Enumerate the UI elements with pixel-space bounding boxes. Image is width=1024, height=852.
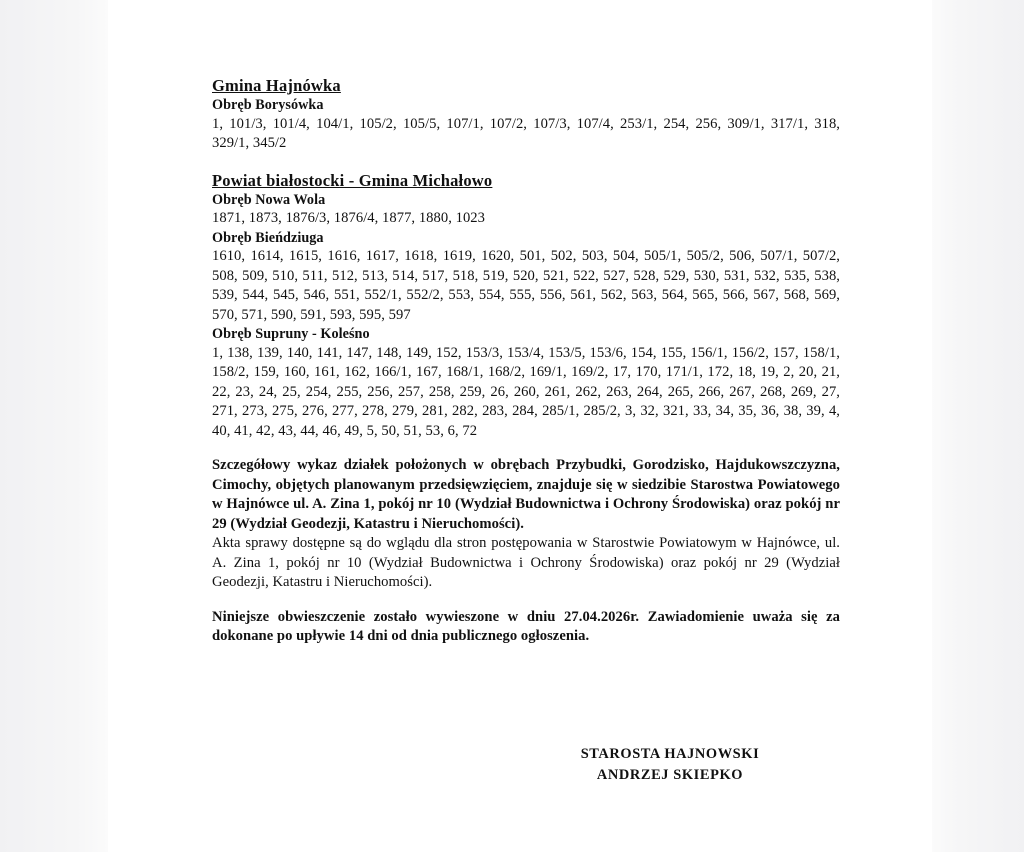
paragraph-case-files-access: Akta sprawy dostępne są do wglądu dla stron postępowania w Starostwie Powiatowym w Hajnówce, ul. A. Zina 1, pokój nr 10 (Wydział Budownictwa i Ochrony Środowiska) oraz pokój nr 29 (Wydział Geodezji, Katastru i Nieruchomości). [212, 535, 840, 590]
section-title-gmina-michalowo: Powiat białostocki - Gmina Michałowo [212, 170, 493, 190]
signature-title: STAROSTA HAJNOWSKI [580, 746, 760, 762]
precinct-name-biendziuga: Obręb Bieńdziuga [212, 229, 324, 246]
spacer [212, 154, 840, 171]
paragraph-notice-date: Niniejsze obwieszczenie zostało wywieszone w dniu 27.04.2026r. Zawiadomienie uważa się za dokonane po upływie 14 dni od dnia publicznego ogłoszenia. [212, 608, 840, 644]
document-body [212, 76, 840, 647]
plot-list-biendziuga: 1610, 1614, 1615, 1616, 1617, 1618, 1619, 1620, 501, 502, 503, 504, 505/1, 505/2, 506, 507/1, 507/2, 508, 509, 510, 511, 512, 513, 514, 517, 518, 519, 520, 521, 522, 527, 528, 529, 530, 531, 532, 535, 538, 539, 544, 545, 546, 551, 552/1, 552/2, 553, 554, 555, 556, 561, 562, 563, 564, 565, 566, 567, 568, 569, 570, 571, 590, 591, 593, 595, 597 [212, 248, 840, 323]
section-title-gmina-hajnowka: Gmina Hajnówka [212, 76, 341, 95]
spacer [212, 441, 840, 456]
page-margin-left [0, 0, 108, 852]
page-margin-right [932, 0, 1024, 852]
precinct-name-supruny-kolesno: Obręb Supruny - Koleśno [212, 326, 370, 342]
precinct-name-borysowka: Obręb Borysówka [212, 97, 324, 113]
precinct-name-nowa-wola: Obręb Nowa Wola [212, 191, 326, 208]
plot-list-nowa-wola: 1871, 1873, 1876/3, 1876/4, 1877, 1880, 1023 [212, 210, 485, 226]
plot-list-supruny-kolesno: 1, 138, 139, 140, 141, 147, 148, 149, 152, 153/3, 153/4, 153/5, 153/6, 154, 155, 156/1, 156/2, 157, 158/1, 158/2, 159, 160, 161, 162, 166/1, 167, 168/1, 168/2, 169/1, 169/2, 17, 170, 171/1, 172, 18, 19, 2, 20, 21, 22, 23, 24, 25, 254, 255, 256, 257, 258, 259, 26, 260, 261, 262, 263, 264, 265, 266, 267, 268, 269, 27, 271, 273, 275, 276, 277, 278, 279, 281, 282, 283, 284, 285/1, 285/2, 3, 32, 321, 33, 34, 35, 36, 38, 39, 4, 40, 41, 42, 43, 44, 46, 49, 5, 50, 51, 53, 6, 72 [212, 344, 840, 439]
paragraph-detailed-list: Szczegółowy wykaz działek położonych w obrębach Przybudki, Gorodzisko, Hajdukowszczyzna, Cimochy, objętych planowanym przedsięwzięciem, znajduje się w siedzibie Starostwa Powiatowego w Hajnówce ul. A. Zina 1, pokój nr 10 (Wydział Budownictwa i Ochrony Środowiska) oraz pokój nr 29 (Wydział Geodezji, Katastru i Nieruchomości). [212, 457, 840, 532]
spacer [212, 593, 840, 608]
signature-name: ANDRZEJ SKIEPKO [596, 767, 744, 783]
signature-block [560, 744, 780, 786]
plot-list-borysowka: 1, 101/3, 101/4, 104/1, 105/2, 105/5, 107/1, 107/2, 107/3, 107/4, 253/1, 254, 256, 309/1, 317/1, 318, 329/1, 345/2 [212, 115, 840, 151]
